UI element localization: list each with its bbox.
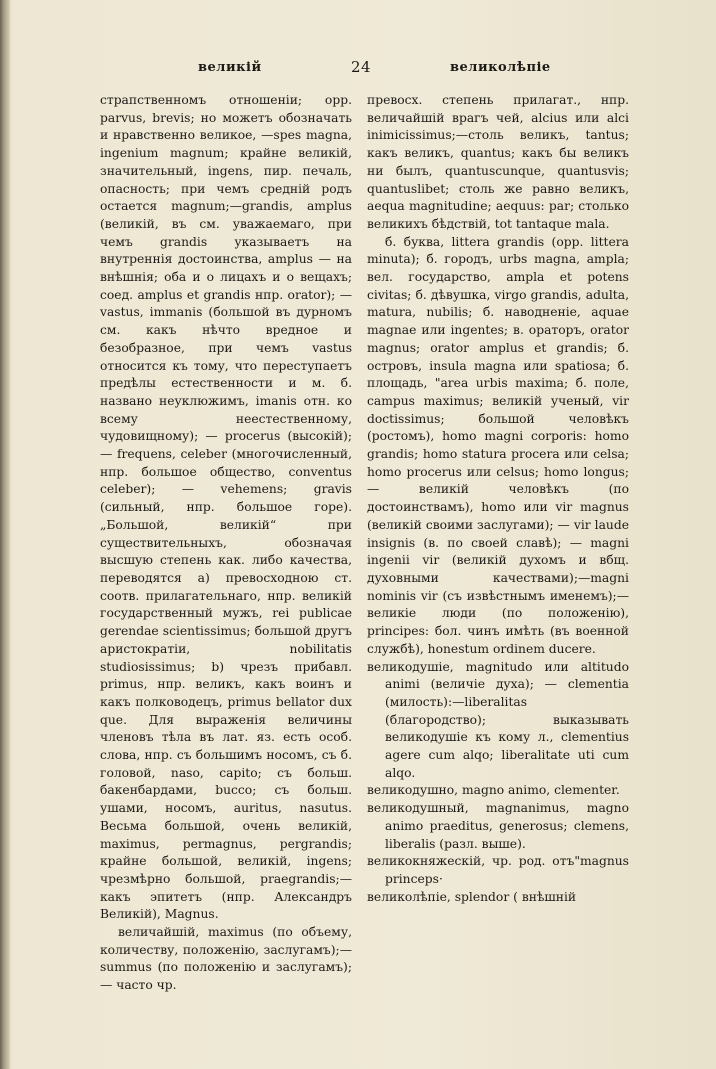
- header-left-word: великій: [198, 60, 262, 75]
- entry-paragraph: страпственномъ отношеніи; opp. parvus, brevis; но можетъ обозначать и нравственно великое, —spes magna, ingenium magnum; крайне великій, значительный, ingens, пир. печаль, опасность; при чемъ средній родъ остается magnum;—grandis, amplus (великій, въ см. уважаемаго, при чемъ grandis указываетъ на внутреннія достоинства, amplus — на внѣшнія; оба и о лицахъ и о вещахъ; соед. amplus et grandis нпр. orator); — vastus, immanis (большой въ дурномъ см. какъ нѣчто вредное и безобразное, при чемъ vastus относится къ тому, что переступаетъ предѣлы естественности и м. б. названо неуклюжимъ, imanis отн. ко всему неестественному, чудовищному); — procerus (высокій); — frequens, celeber (многочисленный, нпр. большое общество, conventus celeber); — vehemens; gravis (сильный, нпр. большое горе). „Большой, великій“ при существительныхъ, обозначая высшую степень как. либо качества, переводятся a) превосходною ст. соотв. прилагательнаго, нпр. великій государственный мужъ, rei publicae gerendae scientissimus; большой другъ аристократіи, nobilitatis studiosissimus; b) чрезъ прибавл. primus, нпр. великъ, какъ воинъ и какъ полководецъ, primus bellator dux que. Для выраженія величины членовъ тѣла въ лат. яз. есть особ. слова, нпр. съ большимъ носомъ, съ б. головой, naso, capito; съ больш. бакенбардами, bucco; съ больш. ушами, носомъ, auritus, nasutus. Весьма большой, очень великій, maximus, permagnus, pergrandis; крайне большой, великій, ingens; чрезмѣрно большой, praegrandis;—какъ эпитетъ (нпр. Александръ Великій), Magnus.: [100, 93, 352, 922]
- page-number: 24: [351, 58, 372, 76]
- dictionary-entry: великодушно, magno animo, clementer.: [367, 783, 620, 798]
- dictionary-entry: великолѣпіе, splendor ( внѣшній: [367, 889, 577, 904]
- entry-paragraph: превосх. степень прилагат., нпр. величайшій врагъ чей, alcius или alci inimicissimus;—столь великъ, tantus; какъ великъ, quantus; какъ бы великъ ни былъ, quantuscunque, quantusvis; quantuslibet; столь же равно великъ, aequa magnitudine; aequus: par; столько великихъ бѣдствій, tot tantaque mala.: [367, 93, 629, 231]
- left-column: [100, 92, 352, 995]
- right-column: [367, 92, 629, 906]
- entry-paragraph: величайшій, maximus (по объему, количеству, положенію, заслугамъ);—summus (по положенію и заслугамъ); — часто чр.: [100, 925, 352, 993]
- entry-paragraph: б. буква, littera grandis (opp. littera minuta); б. городъ, urbs magna, ampla; вел. государство, ampla et potens civitas; б. дѣвушка, virgo grandis, adulta, matura, nubilis; б. наводненіе, aquae magnae или ingentes; в. ораторъ, orator magnus; orator amplus et grandis; б. островъ, insula magna или spatiosa; б. площадь, "area urbis maxima; б. поле, campus maximus; великій ученый, vir doctissimus; большой человѣкъ (ростомъ), homo magni corporis: homo grandis; homo statura procera или celsa; homo procerus или celsus; homo longus; — великій человѣкъ (по достоинствамъ), homo или vir magnus (великій своими заслугами); — vir laude insignis (в. по своей славѣ); — magni ingenii vir (великій духомъ и вбщ. духовными качествами);—magni nominis vir (съ извѣстнымъ именемъ);—великіе люди (по положенію), principes: бол. чинъ имѣть (въ военной службѣ), honestum ordinem ducere.: [367, 234, 629, 656]
- dictionary-entry: великокняжескій, чр. род. отъ"magnus princeps·: [367, 854, 629, 886]
- dictionary-entry: великодушный, magnanimus, magno animo praeditus, generosus; clemens, liberalis (разл. выше).: [367, 801, 629, 851]
- dictionary-entry: великодушіе, magnitudo или altitudo animi (величіе духа); — clementia (милость):—liberalitas (благородство); выказывать великодушіе къ кому л., clementius agere cum alqo; liberalitate uti cum alqo.: [367, 659, 629, 780]
- book-spine-shadow: [0, 0, 10, 1069]
- running-header: [100, 60, 640, 80]
- header-right-word: великолѣпіе: [450, 60, 551, 75]
